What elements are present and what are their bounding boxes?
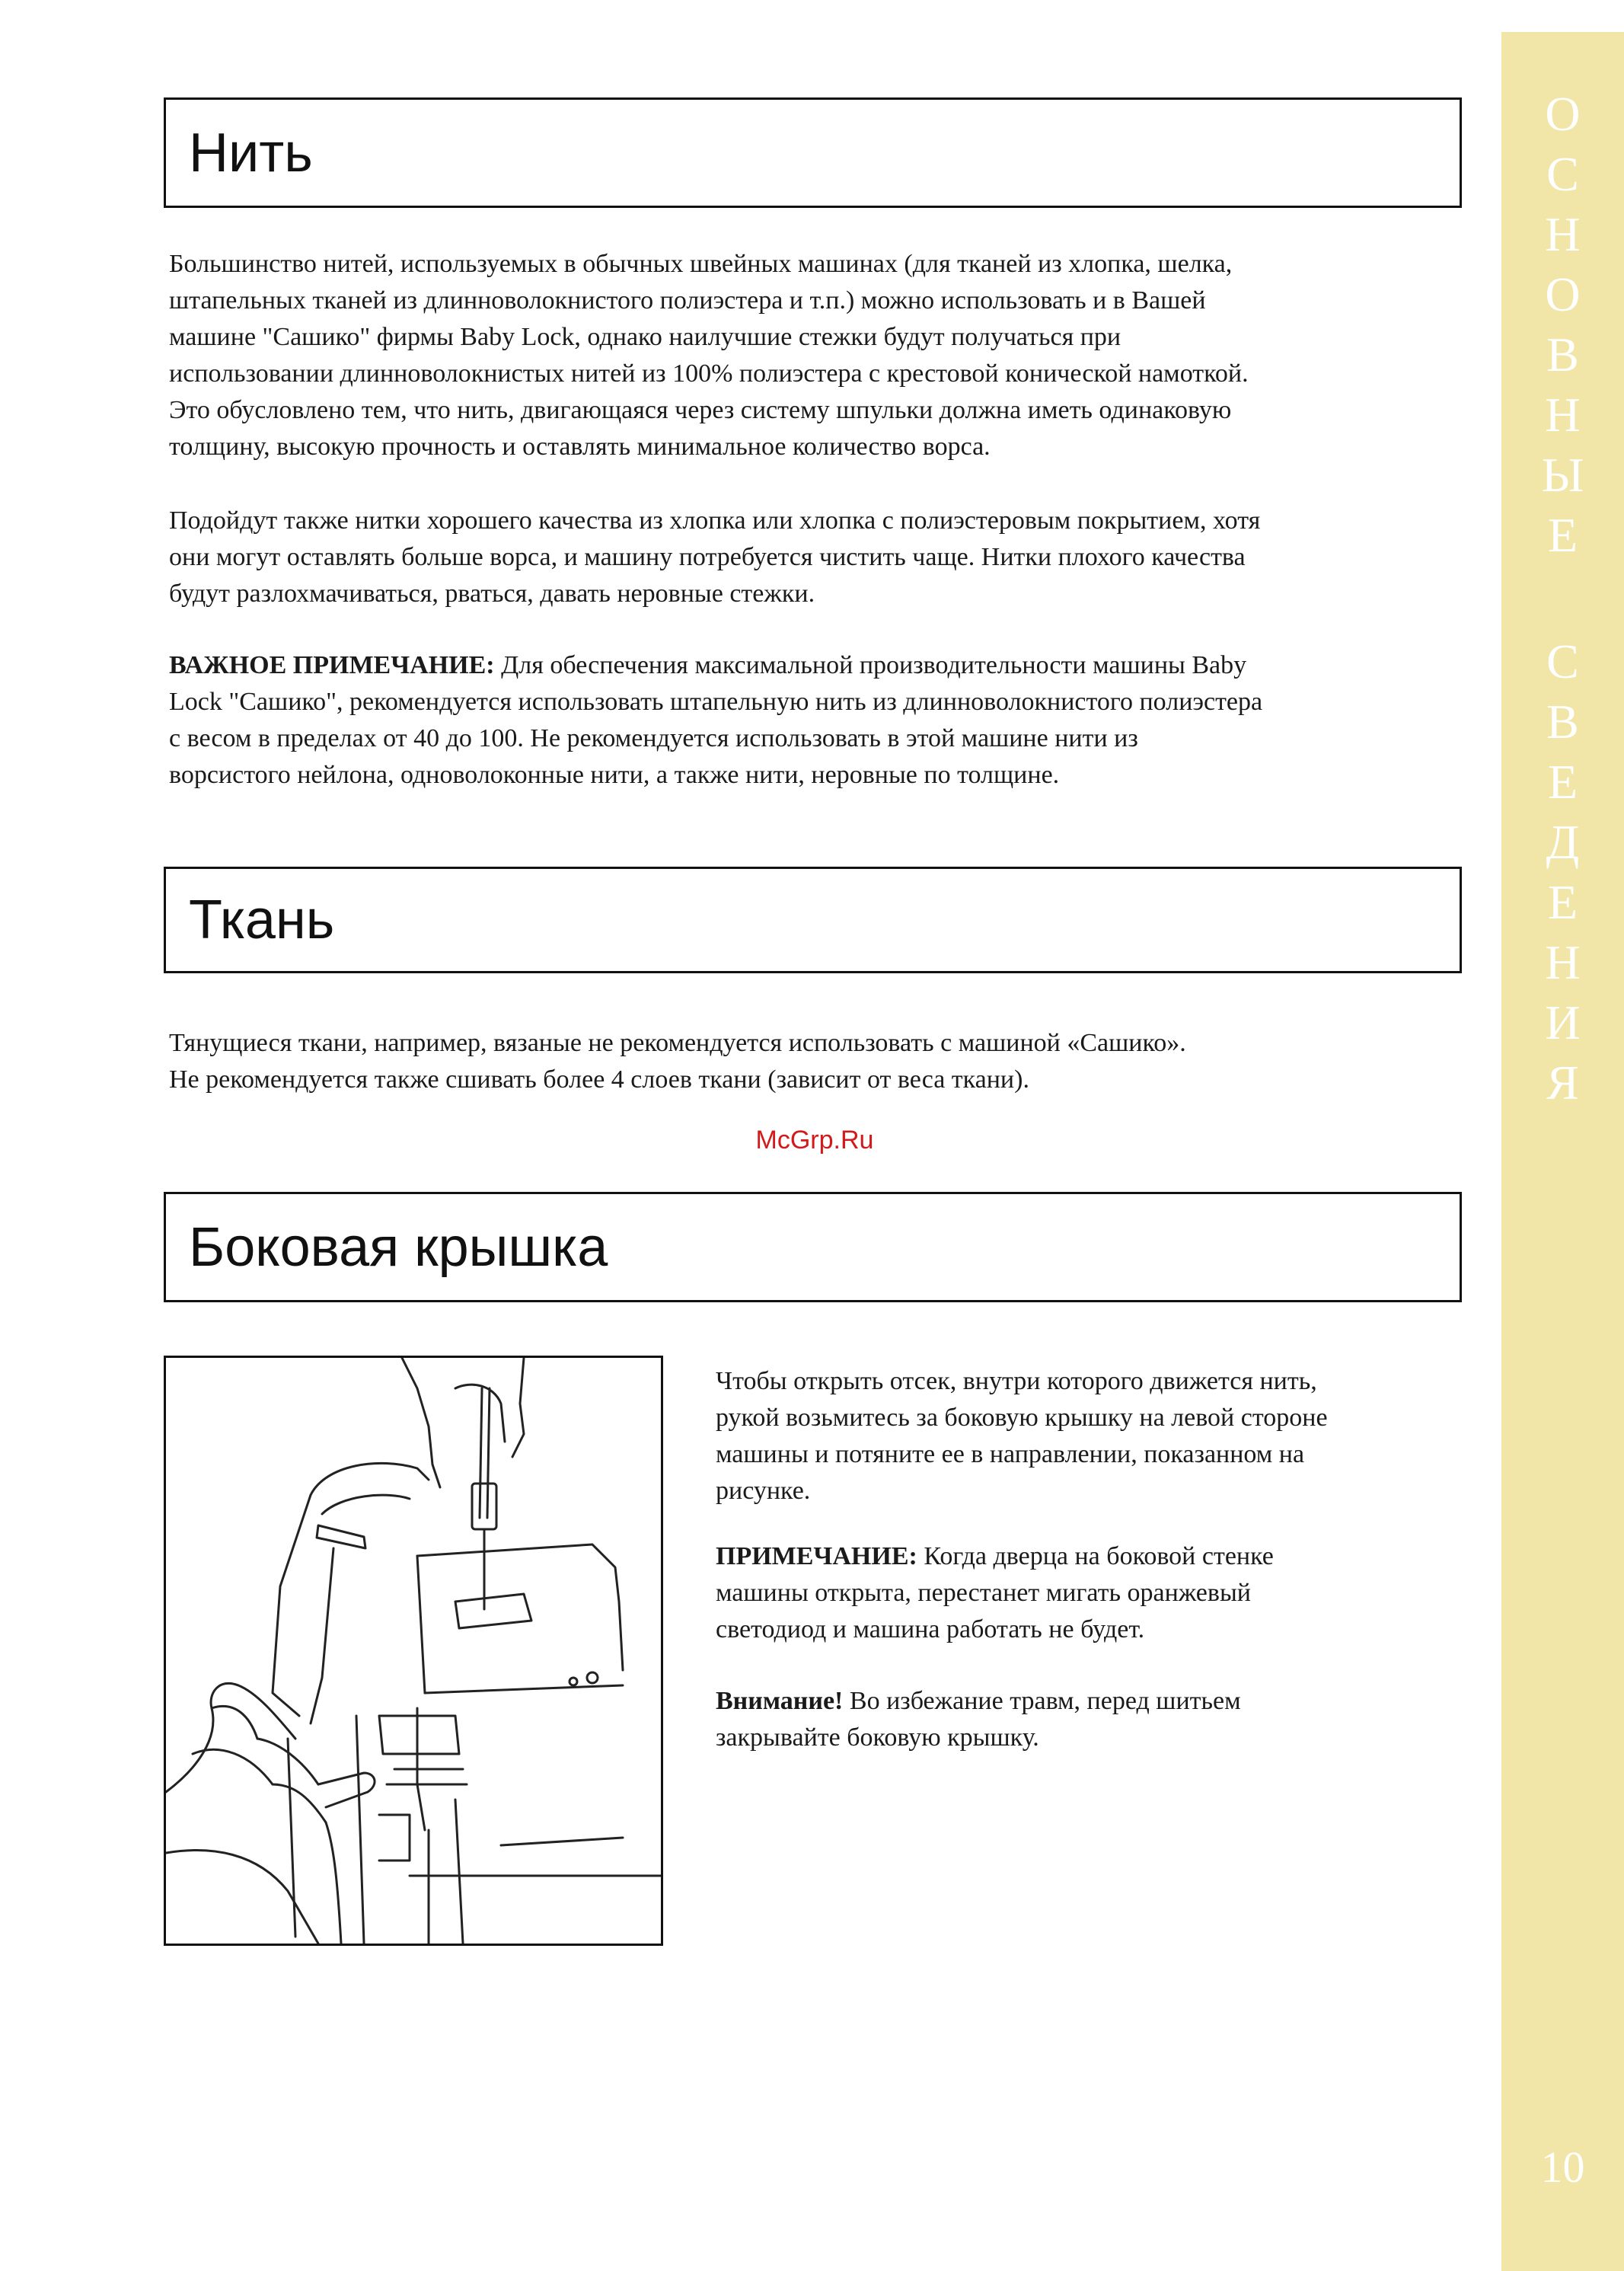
text-line: с весом в пределах от 40 до 100. Не рекомендуется использовать в этой машине нити из (169, 724, 1138, 752)
section-title-side-cover: Боковая крышка (189, 1216, 608, 1278)
section-title-fabric: Ткань (189, 890, 335, 950)
side-cover-illustration (164, 1356, 663, 1946)
sidebar-letter: Е (1547, 508, 1578, 562)
text-line: Чтобы открыть отсек, внутри которого движется нить, (716, 1367, 1317, 1395)
sidebar-letter: Н (1545, 935, 1581, 989)
sewing-machine-hand-drawing (166, 1358, 661, 1944)
sidebar-letter: О (1545, 87, 1581, 141)
sidebar-letter: В (1546, 327, 1579, 382)
text-line (169, 647, 1460, 684)
sidebar-letter: Я (1546, 1056, 1579, 1110)
text-line: использовании длинноволокнистых нитей из 100% полиэстера с крестовой конической намоткой. (169, 359, 1249, 388)
sidebar-letter: Е (1547, 755, 1578, 809)
warning-label: Внимание! (716, 1687, 844, 1715)
sidebar-letter: С (1546, 634, 1579, 688)
sidebar-letter: С (1546, 147, 1579, 201)
sidebar-letter: Д (1546, 815, 1580, 869)
text-fragment: Для обеспечения максимальной производительности машины Baby (494, 651, 1247, 679)
text-line (716, 1683, 1458, 1720)
side-cover-note (716, 1538, 1458, 1648)
text-fragment: Во избежание травм, перед шитьем (843, 1687, 1241, 1715)
text-line: Тянущиеся ткани, например, вязаные не рекомендуется использовать с машиной «Сашико». (169, 1029, 1186, 1057)
text-line: ворсистого нейлона, одноволоконные нити, а также нити, неровные по толщине. (169, 761, 1060, 789)
text-line: толщину, высокую прочность и оставлять минимальное количество ворса. (169, 433, 991, 461)
side-cover-warning (716, 1683, 1458, 1756)
chapter-sidebar (1501, 32, 1624, 2271)
section-title-thread: Нить (189, 122, 313, 184)
text-line: светодиод и машина работать не будет. (716, 1615, 1145, 1643)
text-line: рукой возьмитесь за боковую крышку на левой стороне (716, 1404, 1328, 1432)
text-line: закрывайте боковую крышку. (716, 1723, 1039, 1752)
text-line: Это обусловлено тем, что нить, двигающаяся через систему шпульки должна иметь одинаковую (169, 396, 1232, 424)
fabric-paragraph (169, 1025, 1460, 1098)
text-line: рисунке. (716, 1477, 811, 1505)
page-number: 10 (1540, 2142, 1585, 2192)
sidebar-letter: И (1545, 995, 1581, 1049)
text-fragment: Когда дверца на боковой стенке (917, 1542, 1274, 1570)
sidebar-letter: О (1545, 267, 1581, 321)
sidebar-letter: Н (1545, 388, 1581, 442)
thread-important-note (169, 647, 1460, 794)
text-line (716, 1538, 1458, 1575)
sidebar-letter: В (1546, 695, 1579, 749)
sidebar-letter: Е (1547, 875, 1578, 929)
important-note-label: ВАЖНОЕ ПРИМЕЧАНИЕ: (169, 651, 495, 679)
side-cover-paragraph-1 (716, 1363, 1458, 1509)
thread-paragraph-2 (169, 503, 1460, 612)
text-line: штапельных тканей из длинноволокнистого полиэстера и т.п.) можно использовать и в Вашей (169, 286, 1206, 315)
text-line: Подойдут также нитки хорошего качества из хлопка или хлопка с полиэстеровым покрытием, хотя (169, 506, 1261, 535)
text-line: Lock "Сашико", рекомендуется использовать штапельную нить из длинноволокнистого полиэстера (169, 688, 1263, 716)
text-line: будут разлохмачиваться, рваться, давать неровные стежки. (169, 580, 815, 608)
thread-paragraph-1 (169, 246, 1460, 465)
watermark-text: McGrp.Ru (755, 1126, 874, 1155)
sidebar-letter: Н (1545, 207, 1581, 261)
text-line: Не рекомендуется также сшивать более 4 слоев ткани (зависит от веса ткани). (169, 1065, 1029, 1094)
note-label: ПРИМЕЧАНИЕ: (716, 1542, 917, 1570)
section-header-side-cover (164, 1192, 1462, 1302)
sidebar-letter: Ы (1541, 448, 1584, 502)
text-line: Большинство нитей, используемых в обычных швейных машинах (для тканей из хлопка, шелка, (169, 250, 1233, 278)
text-line: машины и потяните ее в направлении, показанном на (716, 1440, 1305, 1468)
section-header-fabric (164, 867, 1462, 973)
text-line: они могут оставлять больше ворса, и машину потребуется чистить чаще. Нитки плохого качества (169, 543, 1246, 571)
text-line: машине "Сашико" фирмы Baby Lock, однако наилучшие стежки будут получаться при (169, 323, 1121, 351)
text-line: машины открыта, перестанет мигать оранжевый (716, 1579, 1251, 1607)
section-header-thread (164, 97, 1462, 208)
